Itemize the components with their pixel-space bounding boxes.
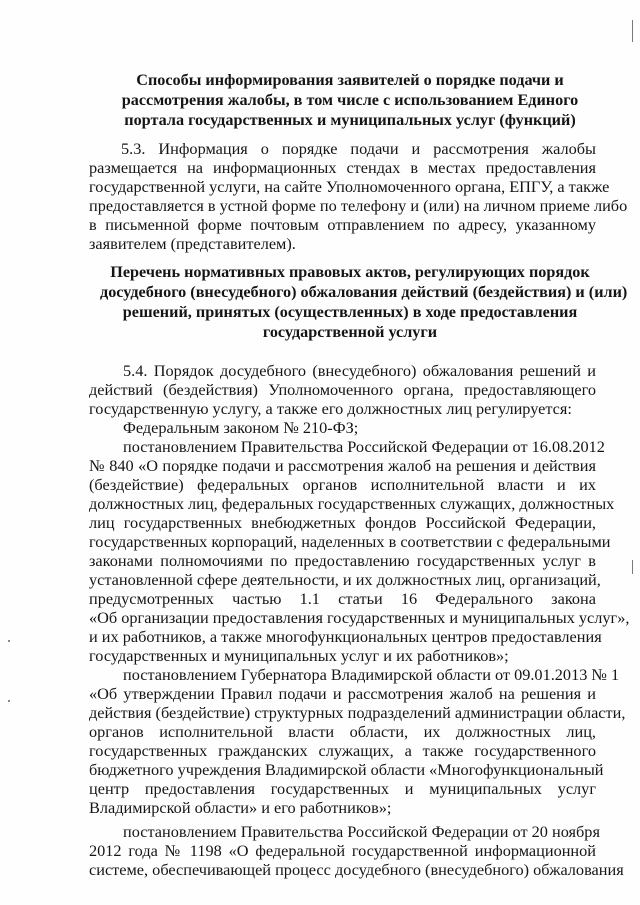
text-line: предоставляется в устной форме по телефону и (или) на личном приеме либо: [89, 196, 628, 215]
heading-line: Перечень нормативных правовых актов, регулирующих порядок: [110, 263, 590, 281]
text-line: постановлением Губернатора Владимирской области от 09.01.2013 № 1: [123, 665, 620, 684]
text-line: «Об утверждении Правил подачи и рассмотрения жалоб на решения и: [89, 684, 596, 703]
text-line: и их работников, а также многофункциональных центров предоставления: [89, 627, 602, 646]
section-heading-legal-acts: [100, 262, 628, 342]
scan-edge-mark: [632, 560, 633, 574]
text-line: предусмотренных частью 1.1 статьи 16 Федерального закона: [89, 589, 596, 608]
text-line: государственных и муниципальных услуг и их работников»;: [89, 646, 509, 665]
text-line: постановлением Правительства Российской Федерации от 20 ноября: [123, 822, 600, 841]
text-line: государственной услуги, на сайте Уполномоченного органа, ЕПГУ, а также: [89, 177, 610, 196]
heading-line: решений, принятых (осуществленных) в ходе предоставления: [122, 303, 578, 321]
heading-line: Способы информирования заявителей о порядке подачи и: [136, 71, 564, 89]
text-line: заявителем (представителем).: [89, 234, 296, 253]
heading-line: государственной услуги: [262, 323, 438, 341]
text-line: государственных корпораций, наделенных в соответствии с федеральными: [89, 532, 611, 551]
scan-dot: [8, 640, 10, 642]
text-line: должностных лиц, федеральных государственных служащих, должностных: [89, 494, 615, 513]
scan-edge-mark: [632, 20, 633, 42]
text-line: государственную услугу, а также его должностных лиц регулируется:: [89, 399, 572, 418]
text-line: государственных гражданских служащих, а также государственного: [89, 741, 596, 760]
text-line: 5.4. Порядок досудебного (внесудебного) обжалования решений и: [123, 361, 596, 380]
text-line: центр предоставления государственных и муниципальных услуг: [89, 779, 596, 798]
text-line: действия (бездействие) структурных подразделений администрации области,: [89, 703, 626, 722]
text-line: постановлением Правительства Российской Федерации от 16.08.2012: [123, 437, 605, 456]
text-line: 2012 года № 1198 «О федеральной государственной информационной: [89, 841, 596, 860]
text-line: в письменной форме почтовым отправлением по адресу, указанному: [89, 215, 596, 234]
scan-dot: [8, 700, 10, 702]
heading-line: рассмотрения жалобы, в том числе с использованием Единого: [121, 91, 579, 109]
heading-line: портала государственных и муниципальных услуг (функций): [124, 111, 576, 129]
text-line: размещается на информационных стендах в местах предоставления: [89, 158, 596, 177]
text-line: № 840 «О порядке подачи и рассмотрения жалоб на решения и действия: [89, 456, 596, 475]
text-line: Федеральным законом № 210-ФЗ;: [123, 418, 359, 437]
text-line: установленной сфере деятельности, и их должностных лиц, организаций,: [89, 570, 601, 589]
text-line: системе, обеспечивающей процесс досудебного (внесудебного) обжалования: [89, 860, 624, 879]
text-line: «Об организации предоставления государственных и муниципальных услуг»,: [89, 608, 630, 627]
text-line: органов исполнительной власти области, их должностных лиц,: [89, 722, 596, 741]
text-line: действий (бездействия) Уполномоченного органа, предоставляющего: [89, 380, 596, 399]
text-line: Владимирской области» и его работников»;: [89, 798, 392, 817]
text-line: (бездействие) федеральных органов исполнительной власти и их: [89, 475, 596, 494]
section-heading-complaint-info: [100, 70, 600, 130]
heading-line: досудебного (внесудебного) обжалования действий (бездействия) и (или): [100, 283, 628, 301]
text-line: 5.3. Информация о порядке подачи и рассмотрения жалобы: [121, 139, 596, 158]
text-line: законами полномочиями по предоставлению государственных услуг в: [89, 551, 596, 570]
text-line: лиц государственных внебюджетных фондов Российской Федерации,: [89, 513, 596, 532]
text-line: бюджетного учреждения Владимирской области «Многофункциональный: [89, 760, 604, 779]
